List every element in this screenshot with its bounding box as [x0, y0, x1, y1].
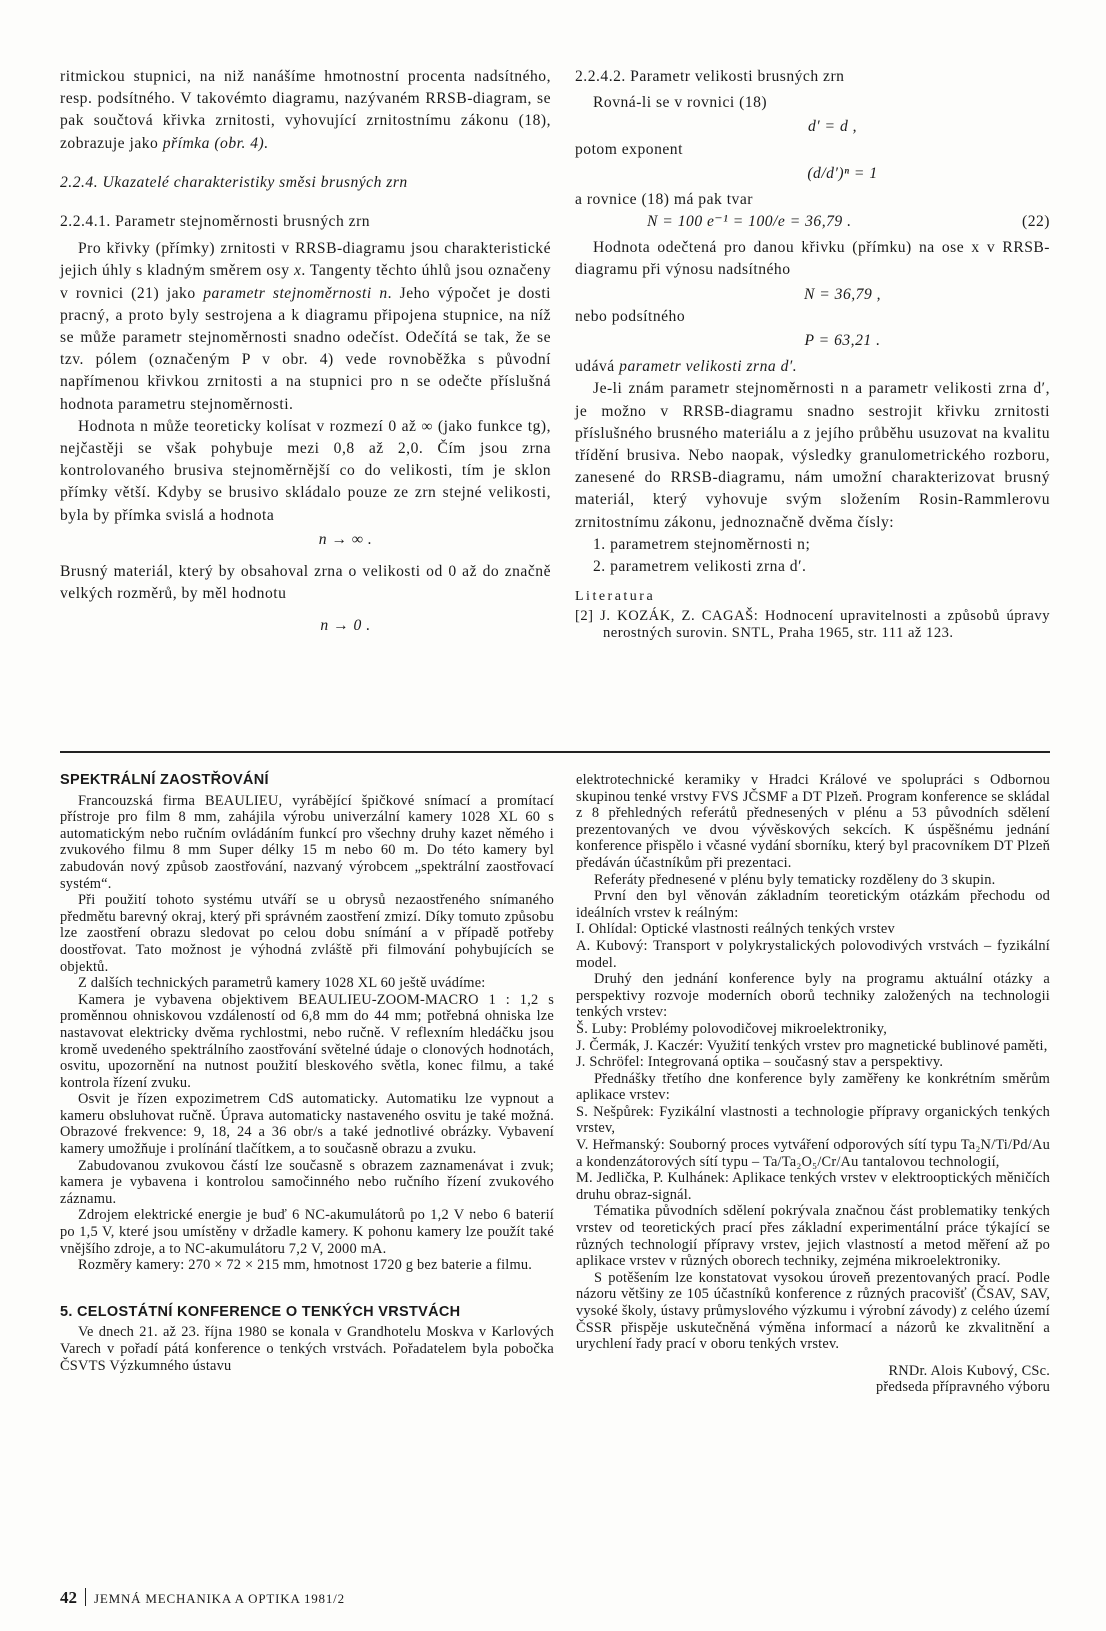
- equation-text: N = 100 e⁻¹ = 100/e = 36,79 .: [647, 213, 852, 231]
- equation: [60, 529, 551, 551]
- paragraph: Referáty přednesené v plénu byly tematicky rozděleny do 3 skupin.: [594, 871, 996, 888]
- symbol: x: [293, 262, 302, 280]
- article-title: 5. CELOSTÁTNÍ KONFERENCE O TENKÝCH VRSTVÁCH: [60, 1303, 461, 1320]
- text: Pro křivky (přímky) zrnitosti v RRSB-diagramu jsou charakteristické jejich úhly s kladným směrem osy: [60, 240, 551, 280]
- paragraph: nebo podsítného: [575, 307, 686, 325]
- signature-role: předseda přípravného výboru: [875, 1379, 1050, 1396]
- literature-heading: Literatura: [575, 589, 656, 605]
- lecture-entry: J. Schröfel: Integrovaná optika – současný stav a perspektivy.: [576, 1054, 944, 1071]
- term: parametr velikosti zrna d′.: [619, 358, 798, 376]
- list-item: 1. parametrem stejnoměrnosti n;: [593, 535, 811, 553]
- top-right-column: [575, 66, 1050, 642]
- paragraph: Při použití tohoto systému utváří se u obrysů nezaostřeného snímaného předmětu barevný okraj, který při správném zaostření zmizí. Díky tomuto způsobu lze zaostření obrazu sledovat po celou dobu snímání a v případě potřeby doostřovat. Tato možnost je výhodná zvláště při filmování pohybujících se objektů.: [60, 892, 554, 975]
- paragraph: První den byl věnován základním teoretickým otázkám přechodu od ideálních vrstev k reálným:: [576, 888, 1050, 921]
- equation: [575, 330, 1050, 352]
- bottom-left-column: [60, 772, 554, 1374]
- paragraph: Osvit je řízen expozimetrem CdS automaticky. Automatiku lze vypnout a kameru obsluhovat ručně. Úprava automaticky nastaveného osvitu je také možná. Obrazové frekvence: 9, 18, 24 a 36 obr/s a také jednotlivé obrázky. Vybavení kamery umožňuje i prolínání tlačítkem, a to současně obrazu a zvuku.: [60, 1091, 554, 1158]
- equation-text: (d/d′)ⁿ = 1: [807, 164, 878, 182]
- paragraph: Je-li znám parametr stejnoměrnosti n a parametr velikosti zrna d′, je možno v RRSB-diagramu snadno sestrojit křivku zrnitosti příslušného brusného materiálu a z jejího průběhu usuzovat na kvalitu třídění brusiva. Nebo naopak, výsledky granulometrického rozboru, zanesené do RRSB-diagramu, nám umožní charakterizovat brusný materiál, který vyhovuje svým složením Rosin-Rammlerovu zrnitostnímu zákonu, jednoznačně dvěma čísly:: [575, 380, 1050, 531]
- text: ritmickou stupnici, na niž nanášíme hmotnostní procenta nadsítného, resp. podsítného. V takovémto diagramu, nazývaném RRSB-diagram, se pak součtová křivka zrnitosti, vyhovující zrnitostnímu zákonu (18), zobrazuje jako: [60, 68, 551, 152]
- paragraph: Z dalších technických parametrů kamery 1028 XL 60 ještě uvádíme:: [78, 975, 486, 992]
- paragraph: a rovnice (18) má pak tvar: [575, 191, 753, 209]
- paragraph: potom exponent: [575, 140, 683, 158]
- lecture-entry: V. Heřmanský: Souborný proces vytváření odporových sítí typu Ta₂N/Ti/Pd/Au a kondenzátorových sítí typu – Ta/Ta₂O₅/Cr/Au tantalovou technologií,: [576, 1137, 1050, 1170]
- equation: [575, 284, 1050, 306]
- lecture-entry: S. Nešpůrek: Fyzikální vlastnosti a technologie přípravy organických tenkých vrstev,: [576, 1103, 1050, 1137]
- text: udává: [575, 358, 620, 376]
- equation: [575, 163, 1050, 185]
- term: parametr stejnoměrnosti n: [203, 284, 388, 302]
- lecture-entry: M. Jedlička, P. Kulhánek: Aplikace tenkých vrstev v elektrooptických měničích druhu obraz-signál.: [576, 1170, 1050, 1203]
- paragraph: Rozměry kamery: 270 × 72 × 215 mm, hmotnost 1720 g bez baterie a filmu.: [78, 1257, 533, 1274]
- lecture-entry: J. Čermák, J. Kaczér: Využití tenkých vrstev pro magnetické bublinové paměti,: [576, 1037, 1048, 1054]
- equation-text: n → 0 .: [320, 617, 371, 635]
- equation-text: N = 36,79 ,: [803, 285, 882, 303]
- paragraph: Rovná-li se v rovnici (18): [593, 94, 768, 112]
- numbered-equation: [575, 211, 1050, 233]
- paragraph: Ve dnech 21. až 23. října 1980 se konala v Grandhotelu Moskva v Karlových Varech v pořadí pátá konference o tenkých vrstvách. Pořadatelem byla pobočka ČSVTS Výzkumného ústavu: [60, 1324, 554, 1374]
- journal-name: JEMNÁ MECHANIKA A OPTIKA 1981/2: [94, 1591, 345, 1606]
- subsection-heading: 2.2.4.1. Parametr stejnoměrnosti brusných zrn: [60, 213, 371, 231]
- paragraph: elektrotechnické keramiky v Hradci Králové ve spolupráci s Odbornou skupinou tenké vrstvy FVS JČSMF a DT Plzeň. Program konference se skládal z 8 přehledných referátů přednesených v plénu a 53 původních sdělení prezentovaných ve dvou vývěskových sekcích. K úspěšnému jednání konference přispělo i včasné vydání sborníku, který byl pracovníkem DT Plzeň předáván účastníkům při prezentaci.: [576, 772, 1050, 871]
- paragraph: [60, 238, 551, 416]
- section-heading: 2.2.4. Ukazatelé charakteristiky směsi brusných zrn: [60, 173, 408, 191]
- paragraph: Tématika původních sdělení pokrývala značnou část problematiky tenkých vrstev od teoretických prací přes základní experimentální práce týkající se různých technologií přípravy vrstev, jejich vlastností a metod měření až po aplikace vrstev v různých oborech techniky, zejména mikroelektroniky.: [576, 1203, 1050, 1270]
- list-item: 2. parametrem velikosti zrna d′.: [593, 558, 807, 576]
- equation-text: P = 63,21 .: [804, 332, 881, 350]
- article-title: SPEKTRÁLNÍ ZAOSTŘOVÁNÍ: [60, 772, 269, 788]
- signature-name: RNDr. Alois Kubový, CSc.: [888, 1362, 1050, 1379]
- paragraph: Hodnota n může teoreticky kolísat v rozmezí 0 až ∞ (jako funkce tg), nejčastěji se však pohybuje mezi 0,8 až 2,0. Čím jsou zrna kontrolovaného brusiva stejnoměrnější co do velikosti, tím je sklon přímky větší. Kdyby se brusivo skládalo pouze ze zrn stejné velikosti, byla by přímka svislá a hodnota: [60, 417, 551, 524]
- page-number: 42: [60, 1588, 77, 1607]
- equation-number: (22): [1022, 213, 1050, 231]
- lecture-entry: Š. Luby: Problémy polovodičovej mikroelektroniky,: [576, 1020, 888, 1037]
- reference-entry: [2] J. KOZÁK, Z. CAGAŠ: Hodnocení upravitelnosti a způsobů úpravy nerostných surovin. SNTL, Praha 1965, str. 111 až 123.: [575, 608, 1050, 642]
- paragraph: [575, 356, 1050, 378]
- paragraph: Zabudovanou zvukovou částí lze současně s obrazem zaznamenávat i zvuk; kamera je vybavena i kontrolou samočinného nebo ručního řízení zvukového záznamu.: [60, 1157, 554, 1207]
- equation-text: d′ = d ,: [807, 118, 858, 136]
- section-divider: [60, 751, 1050, 753]
- equation-text: n → ∞ .: [318, 530, 373, 548]
- paragraph: Kamera je vybavena objektivem BEAULIEU-ZOOM-MACRO 1 : 1,2 s proměnnou ohniskovou vzdáleností od 6,8 mm do 44 mm; potřebná ohniska lze nastavovat elektricky dvěma rychlostmi, nebo ručně. V reflexním hledáčku jsou kromě uvedeného spektrálního zaostřování světelné údaje o clonových hodnotách, osvitu, upozornění na nutnost použití bleskového světla, konec filmu, a také kontrola řízení zvuku.: [60, 991, 554, 1091]
- equation: [575, 116, 1050, 138]
- paragraph: Francouzská firma BEAULIEU, vyrábějící špičkové snímací a promítací přístroje pro film 8 mm, zahájila výrobu univerzální kamery 1028 XL 60 s automatickým nebo ručním ovládáním funkcí pro všechny druhy kazet němého i zvukového filmu 8 mm Super délky 15 m nebo 60 m. Do této kamery byl zabudován nový způsob zaostřování, nazvaný výrobcem „spektrální zaostřovací systém“.: [60, 792, 554, 892]
- paragraph: Druhý den jednání konference byly na programu aktuální otázky a perspektivy rozvoje moderních oborů techniky založených na technologii tenkých vrstev:: [576, 971, 1050, 1021]
- text: . Jeho výpočet je dosti pracný, a proto byly sestrojena a k diagramu připojena stupnice, na níž se může parametr stejnoměrnosti snadno odečíst. Odečítá se tak, že se tzv. pólem (označeným P v obr. 4) vede rovnoběžka s původní napřímenou křivkou zrnitosti a na stupnici pro n se odečte příslušná hodnota parametru stejnoměrnosti.: [60, 284, 551, 413]
- equation: [60, 615, 551, 637]
- footer-divider: [85, 1588, 86, 1606]
- subsection-heading: 2.2.4.2. Parametr velikosti brusných zrn: [575, 68, 845, 85]
- bottom-right-column: [576, 772, 1050, 1396]
- paragraph: [60, 66, 551, 155]
- top-left-column: [60, 66, 551, 638]
- page-footer: [60, 1588, 345, 1608]
- figure-reference: přímka (obr. 4).: [162, 134, 269, 152]
- paragraph: Hodnota odečtená pro danou křivku (přímku) na ose x v RRSB-diagramu při výnosu nadsítného: [575, 239, 1050, 279]
- paragraph: Přednášky třetího dne konference byly zaměřeny ke konkrétním směrům aplikace vrstev:: [576, 1070, 1050, 1104]
- paragraph: Zdrojem elektrické energie je buď 6 NC-akumulátorů po 1,2 V nebo 6 baterií po 1,5 V, které jsou umístěny v držadle kamery. K pohonu kamery lze použít také vnějšího zdroje, a to NC-akumulátoru 7,2 V, 2000 mA.: [60, 1207, 554, 1257]
- lecture-entry: I. Ohlídal: Optické vlastnosti reálných tenkých vrstev: [576, 921, 895, 938]
- paragraph: S potěšením lze konstatovat vysokou úroveň prezentovaných prací. Podle názoru většiny ze 105 účastníků konference z různých pracovišť (ČSAV, SAV, vysoké školy, ústavy průmyslového výzkumu i výrobní závody) z celého území ČSSR přispěje uskutečněná výměna informací a názorů ke zkvalitnění a urychlení řady prací v oboru tenkých vrstev.: [576, 1269, 1050, 1353]
- lecture-entry: A. Kubový: Transport v polykrystalických polovodivých vrstvách – fyzikální model.: [576, 937, 1050, 971]
- paragraph: Brusný materiál, který by obsahoval zrna o velikosti od 0 až do značně velkých rozměrů, by měl hodnotu: [60, 563, 551, 603]
- text: . Tangenty těchto úhlů jsou označeny v rovnici (21) jako: [60, 262, 551, 302]
